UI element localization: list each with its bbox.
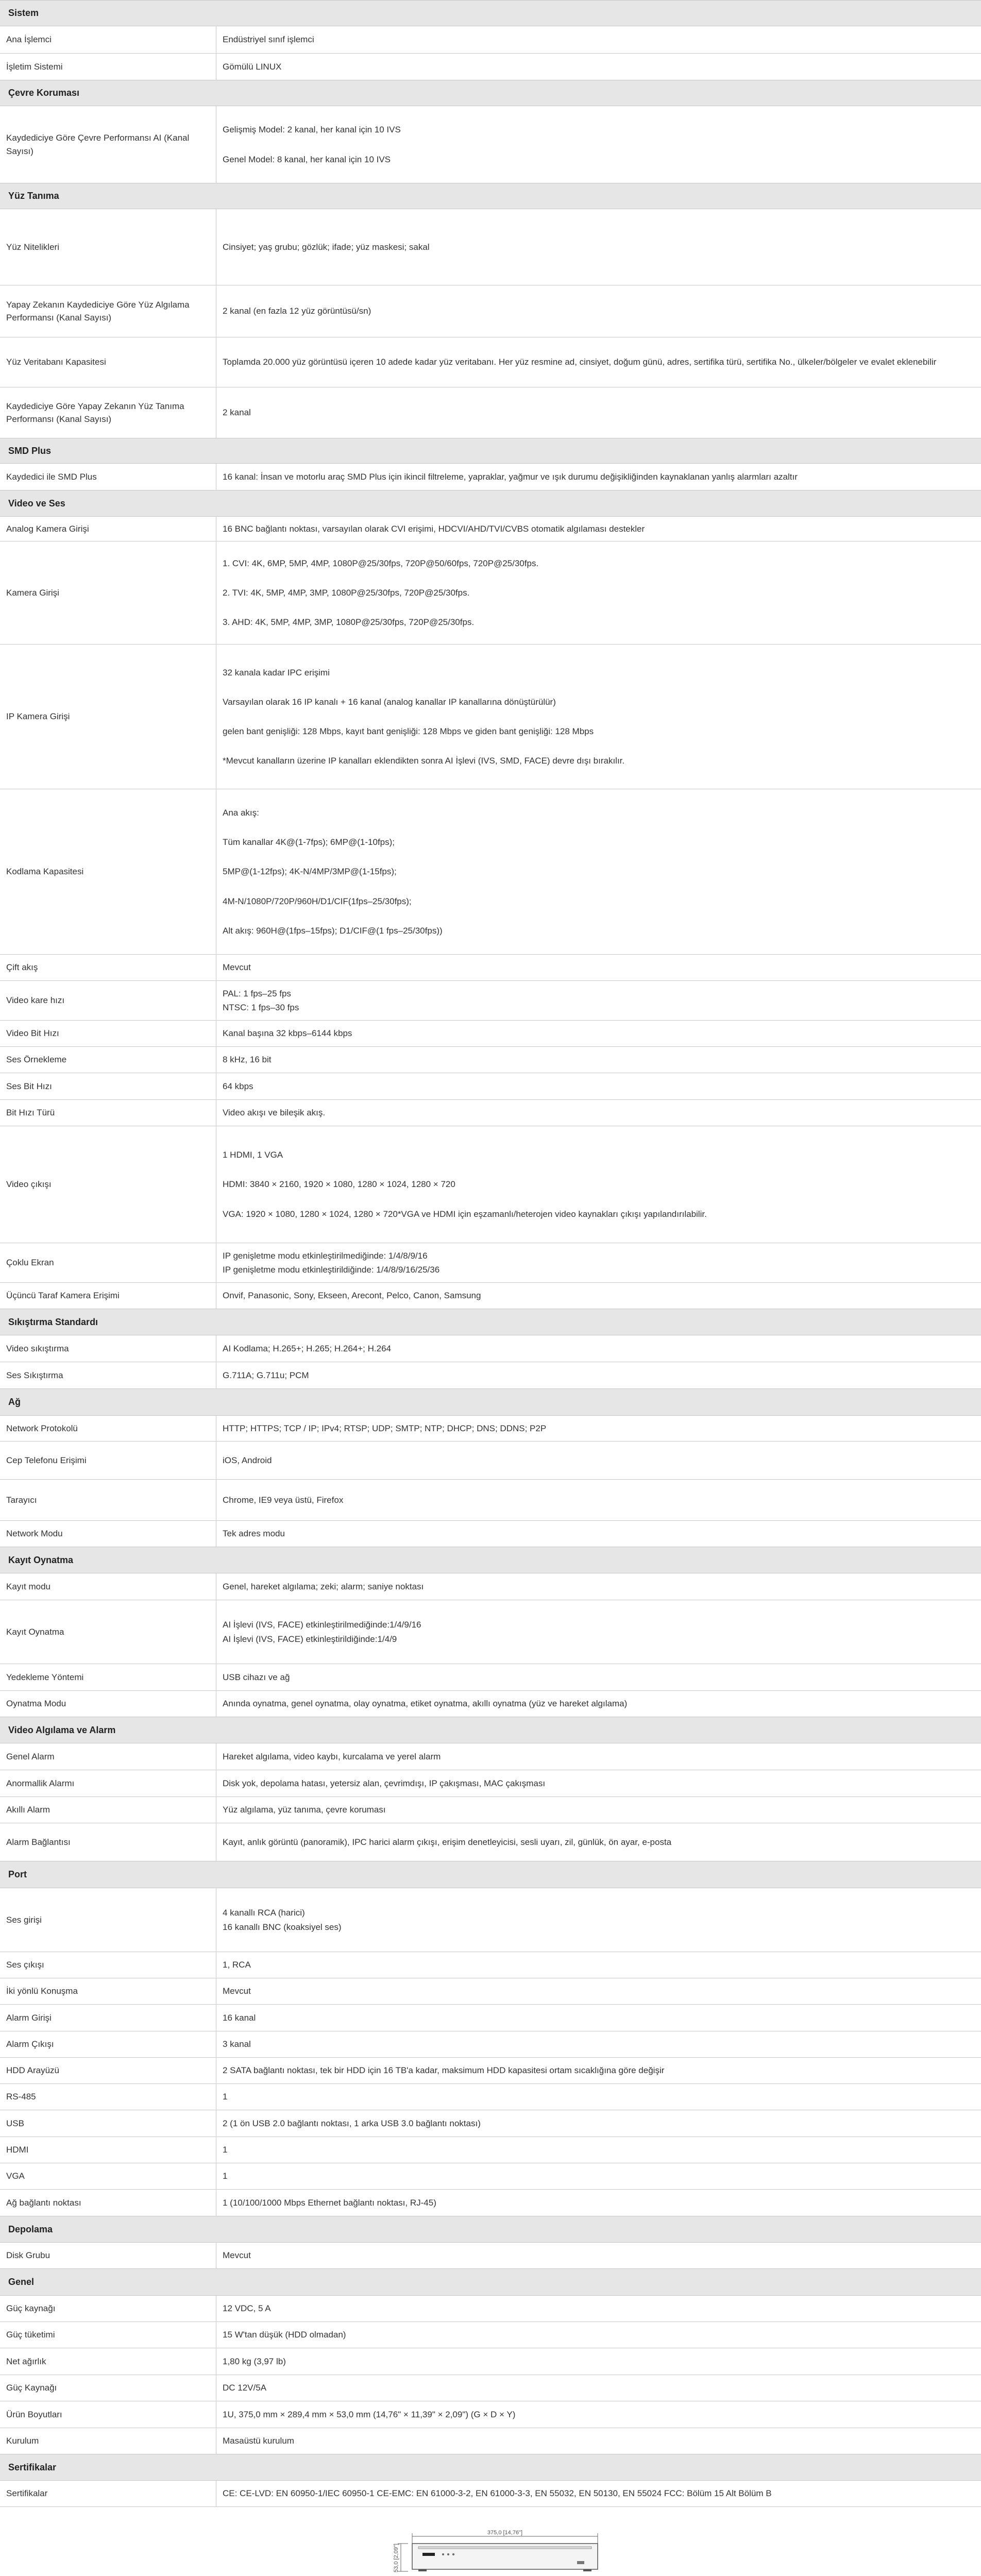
spec-row [0,1743,981,1770]
section-header [0,1,981,26]
spec-value [216,106,981,183]
spec-row [0,1283,981,1309]
section-header [0,490,981,517]
spec-value [216,1362,981,1388]
spec-value [216,1888,981,1952]
spec-label: İşletim Sistemi [0,54,216,80]
spec-value-line: DC 12V/5A [223,2383,267,2393]
spec-value-line: Tek adres modu [223,1529,285,1539]
spec-value-line: 5MP@(1-12fps); 4K-N/4MP/3MP@(1-15fps); [223,867,397,877]
spec-row [0,1243,981,1283]
spec-label: RS-485 [0,2084,216,2110]
spec-value [216,2163,981,2189]
section-title: Genel [8,2277,35,2287]
spec-row [0,2137,981,2163]
spec-value [216,2243,981,2268]
spec-label: Ses Sıkıştırma [0,1362,216,1388]
spec-row [0,209,981,285]
spec-value-line: Genel Model: 8 kanal, her kanal için 10 IVS [223,154,391,164]
spec-value [216,1978,981,2004]
spec-value [216,1797,981,1823]
spec-label: Ses girişi [0,1888,216,1952]
spec-label: Kayıt Oynatma [0,1600,216,1664]
spec-row [0,981,981,1021]
spec-row [0,2348,981,2375]
spec-value-line: iOS, Android [223,1455,272,1465]
spec-value-line: 16 kanal [223,2012,256,2023]
width-dimension: 375,0 [14,76"] [487,2530,523,2536]
spec-label: Video sıkıştırma [0,1335,216,1362]
section-header [0,438,981,464]
spec-label: Alarm Girişi [0,2005,216,2031]
spec-value-line: 4 kanallı RCA (harici) [223,1908,305,1918]
spec-label: Çift akış [0,955,216,980]
spec-row [0,1952,981,1978]
spec-row [0,26,981,54]
spec-value [216,1573,981,1600]
device-drawings-svg [0,2522,981,2576]
spec-label: Kaydedici ile SMD Plus [0,464,216,490]
spec-value-line: 1U, 375,0 mm × 289,4 mm × 53,0 mm (14,76" × 11,39" × 2,09") (G × D × Y) [223,2409,516,2419]
spec-value [216,1600,981,1664]
spec-value [216,2058,981,2083]
spec-label: HDMI [0,2137,216,2163]
spec-label: VGA [0,2163,216,2189]
spec-value [216,1480,981,1520]
spec-value-line: 4M-N/1080P/720P/960H/D1/CIF(1fps–25/30fps); [223,896,412,906]
spec-label: Kaydediciye Göre Çevre Performansı AI (Kanal Sayısı) [0,106,216,183]
spec-label: Video Bit Hızı [0,1021,216,1046]
spec-value-line: Cinsiyet; yaş grubu; gözlük; ifade; yüz maskesi; sakal [223,242,430,252]
spec-label: Genel Alarm [0,1743,216,1770]
section-title: Sertifikalar [8,2462,57,2472]
spec-row [0,1362,981,1389]
spec-label: Ses çıkışı [0,1952,216,1978]
spec-label: IP Kamera Girişi [0,645,216,789]
spec-value-line: IP genişletme modu etkinleştirildiğinde: 1/4/8/9/16/25/36 [223,1265,440,1275]
spec-row [0,1100,981,1126]
section-header [0,2216,981,2243]
spec-value [216,1283,981,1309]
spec-value-line: Yüz algılama, yüz tanıma, çevre koruması [223,1805,386,1815]
spec-row [0,54,981,80]
spec-value [216,387,981,438]
spec-value-line: 1 HDMI, 1 VGA [223,1150,283,1160]
spec-value [216,26,981,53]
spec-row [0,2110,981,2137]
spec-value [216,2137,981,2163]
spec-value-line: 1 [223,2171,228,2181]
spec-value-line: Alt akış: 960H@(1fps–15fps); D1/CIF@(1 fps–25/30fps)) [223,925,443,936]
spec-label: Akıllı Alarm [0,1797,216,1823]
spec-value-line: HDMI: 3840 × 2160, 1920 × 1080, 1280 × 1024, 1280 × 720 [223,1179,455,1190]
spec-value-line: 1 [223,2092,228,2102]
section-header [0,1717,981,1743]
spec-value-line: 2 kanal [223,408,251,418]
spec-row [0,1573,981,1600]
section-title: Video ve Ses [8,498,65,509]
spec-value [216,1664,981,1690]
spec-value-line: 1. CVI: 4K, 6MP, 5MP, 4MP, 1080P@25/30fps, 720P@50/60fps, 720P@25/30fps. [223,558,539,568]
spec-label: Alarm Çıkışı [0,2031,216,2057]
spec-row [0,2428,981,2454]
spec-value [216,1743,981,1770]
spec-row [0,2243,981,2269]
section-title: Sistem [8,8,39,18]
section-title: Depolama [8,2224,53,2234]
spec-value-line: 3 kanal [223,2039,251,2049]
spec-row [0,1021,981,1047]
spec-row [0,2296,981,2322]
spec-value [216,464,981,490]
spec-value-line: 2 (1 ön USB 2.0 bağlantı noktası, 1 arka USB 3.0 bağlantı noktası) [223,2118,481,2128]
spec-value [216,2428,981,2454]
spec-value-line: Gömülü LINUX [223,61,282,72]
spec-value [216,981,981,1020]
spec-value [216,1691,981,1717]
section-header [0,1861,981,1888]
spec-row [0,106,981,183]
spec-value-line: Anında oynatma, genel oynatma, olay oynatma, etiket oynatma, akıllı oynatma (yüz ve hareket algılama) [223,1699,628,1709]
section-title: SMD Plus [8,445,52,456]
height-dimension: 53,0 [2,09"] [393,2544,399,2572]
spec-value [216,209,981,285]
spec-value [216,1335,981,1362]
spec-row [0,645,981,789]
spec-value [216,1100,981,1126]
spec-row [0,1823,981,1861]
spec-label: USB [0,2110,216,2137]
spec-value [216,1073,981,1099]
spec-label: Güç kaynağı [0,2296,216,2321]
spec-value [216,789,981,954]
spec-row [0,2163,981,2190]
spec-value [216,1770,981,1797]
spec-value [216,2110,981,2137]
spec-row [0,464,981,490]
spec-label: Yapay Zekanın Kaydediciye Göre Yüz Algılama Performansı (Kanal Sayısı) [0,285,216,337]
spec-value-line: Genel, hareket algılama; zeki; alarm; saniye noktası [223,1581,424,1591]
spec-value-line: Tüm kanallar 4K@(1-7fps); 6MP@(1-10fps); [223,837,395,848]
spec-label: Kamera Girişi [0,541,216,644]
spec-row [0,1691,981,1717]
spec-value-line: Video akışı ve bileşik akış. [223,1108,326,1118]
spec-value [216,2348,981,2375]
spec-label: Tarayıcı [0,1480,216,1520]
spec-label: Alarm Bağlantısı [0,1823,216,1861]
spec-label: Network Modu [0,1521,216,1547]
section-title: Kayıt Oynatma [8,1554,74,1565]
spec-row [0,1521,981,1547]
spec-row [0,1797,981,1823]
section-header [0,1309,981,1335]
spec-label: Net ağırlık [0,2348,216,2375]
spec-value-line: 15 W'tan düşük (HDD olmadan) [223,2330,346,2340]
device-drawings [0,2522,981,2576]
spec-value-line: Onvif, Panasonic, Sony, Ekseen, Arecont, Pelco, Canon, Samsung [223,1291,481,1301]
spec-value-line: Ana akış: [223,808,259,818]
spec-value [216,2481,981,2506]
front-view-drawing [393,2530,598,2572]
section-header [0,2454,981,2481]
spec-value-line: Disk yok, depolama hatası, yetersiz alan, çevrimdışı, IP çakışması, MAC çakışması [223,1778,546,1788]
section-title: Video Algılama ve Alarm [8,1724,116,1735]
spec-label: Kayıt modu [0,1573,216,1600]
spec-row [0,1416,981,1442]
spec-row [0,2375,981,2401]
spec-row [0,541,981,645]
spec-value-line: 2 kanal (en fazla 12 yüz görüntüsü/sn) [223,306,371,316]
spec-label: Oynatma Modu [0,1691,216,1717]
section-header [0,1547,981,1573]
spec-value-line: Mevcut [223,2250,251,2261]
spec-value [216,54,981,80]
spec-label: Yüz Veritabanı Kapasitesi [0,337,216,387]
spec-value [216,1416,981,1441]
spec-row [0,2481,981,2507]
spec-label: Kurulum [0,2428,216,2454]
spec-value-line: Toplamda 20.000 yüz görüntüsü içeren 10 adede kadar yüz veritabanı. Her yüz resmine ad, cinsiyet, doğum günü, adres, sertifika türü, sertifika No., ülkeler/bölgeler ve evalet eklenebilir [223,357,937,367]
spec-value [216,517,981,541]
spec-row [0,2401,981,2428]
spec-row [0,1664,981,1691]
spec-value-line: AI İşlevi (IVS, FACE) etkinleştirildiğinde:1/4/9 [223,1634,397,1644]
spec-row [0,2058,981,2084]
spec-value-line: 1 (10/100/1000 Mbps Ethernet bağlantı noktası, RJ-45) [223,2197,436,2208]
spec-value-line: HTTP; HTTPS; TCP / IP; IPv4; RTSP; UDP; SMTP; NTP; DHCP; DNS; DDNS; P2P [223,1423,547,1433]
spec-value [216,1442,981,1479]
spec-row [0,387,981,438]
spec-label: HDD Arayüzü [0,2058,216,2083]
spec-value [216,2401,981,2428]
spec-label: Video kare hızı [0,981,216,1020]
spec-value [216,285,981,337]
spec-value-line: 1,80 kg (3,97 lb) [223,2356,286,2366]
spec-value-line: 16 BNC bağlantı noktası, varsayılan olarak CVI erişimi, HDCVI/AHD/TVI/CVBS otomatik algılaması destekler [223,523,645,534]
section-title: Çevre Koruması [8,88,80,98]
spec-value-line: 32 kanala kadar IPC erişimi [223,667,330,677]
spec-row [0,1600,981,1664]
spec-value-line: CE: CE-LVD: EN 60950-1/IEC 60950-1 CE-EMC: EN 61000-3-2, EN 61000-3-3, EN 55032, EN 50130, EN 55024 FCC: Bölüm 15 Alt Bölüm B [223,2488,772,2499]
spec-row [0,337,981,387]
section-title: Yüz Tanıma [8,191,59,201]
spec-label: Cep Telefonu Erişimi [0,1442,216,1479]
spec-row [0,1480,981,1521]
spec-row [0,955,981,981]
spec-label: Analog Kamera Girişi [0,517,216,541]
section-header [0,2269,981,2296]
spec-label: Ağ bağlantı noktası [0,2190,216,2216]
spec-value-line: PAL: 1 fps–25 fps [223,988,291,998]
section-title: Port [8,1869,27,1879]
spec-value-line: Masaüstü kurulum [223,2436,294,2446]
spec-label: Sertifikalar [0,2481,216,2506]
spec-value [216,955,981,980]
spec-label: Ürün Boyutları [0,2401,216,2428]
spec-value [216,1823,981,1861]
spec-value [216,2031,981,2057]
spec-value-line: 3. AHD: 4K, 5MP, 4MP, 3MP, 1080P@25/30fps, 720P@25/30fps. [223,617,475,628]
spec-label: Yedekleme Yöntemi [0,1664,216,1690]
spec-value-line: 16 kanallı BNC (koaksiyel ses) [223,1922,342,1932]
spec-label: Çoklu Ekran [0,1243,216,1282]
section-header [0,80,981,106]
spec-value [216,2005,981,2031]
spec-label: Yüz Nitelikleri [0,209,216,285]
section-title: Ağ [8,1397,21,1407]
spec-value-line: 12 VDC, 5 A [223,2303,271,2314]
spec-row [0,1442,981,1480]
spec-row [0,285,981,337]
spec-value-line: Kanal başına 32 kbps–6144 kbps [223,1028,352,1039]
spec-row [0,1073,981,1100]
spec-label: Üçüncü Taraf Kamera Erişimi [0,1283,216,1309]
spec-row [0,2190,981,2216]
section-title: Sıkıştırma Standardı [8,1316,98,1327]
spec-value-line: 2. TVI: 4K, 5MP, 4MP, 3MP, 1080P@25/30fps, 720P@25/30fps. [223,587,470,598]
spec-value-line: Endüstriyel sınıf işlemci [223,35,314,45]
spec-label: Güç tüketimi [0,2322,216,2348]
spec-label: Güç Kaynağı [0,2375,216,2401]
spec-value [216,1521,981,1547]
spec-label: Ses Örnekleme [0,1047,216,1073]
spec-value-line: Mevcut [223,962,251,973]
spec-label: Ses Bit Hızı [0,1073,216,1099]
spec-row [0,1770,981,1797]
spec-value-line: 1, RCA [223,1960,251,1970]
spec-value-line: 2 SATA bağlantı noktası, tek bir HDD için 16 TB'a kadar, maksimum HDD kapasitesi ortam sıcaklığına göre değişir [223,2065,665,2076]
spec-value-line: 1 [223,2145,228,2155]
spec-label: Kaydediciye Göre Yapay Zekanın Yüz Tanıma Performansı (Kanal Sayısı) [0,387,216,438]
spec-row [0,2322,981,2348]
spec-value [216,1021,981,1046]
spec-value-line: *Mevcut kanalların üzerine IP kanalları eklendikten sonra AI İşlevi (IVS, SMD, FACE) devre dışı bırakılır. [223,756,625,766]
spec-row [0,2084,981,2110]
spec-label: Network Protokolü [0,1416,216,1441]
spec-value [216,1243,981,1282]
spec-value-line: G.711A; G.711u; PCM [223,1370,309,1380]
spec-row [0,517,981,541]
spec-label: İki yönlü Konuşma [0,1978,216,2004]
spec-value-line: Kayıt, anlık görüntü (panoramik), IPC harici alarm çıkışı, erişim denetleyicisi, sesli uyarı, zil, günlük, ön ayar, e-posta [223,1837,672,1847]
spec-value-line: Varsayılan olarak 16 IP kanalı + 16 kanal (analog kanallar IP kanallarına dönüştürülür) [223,697,556,707]
spec-label: Ana İşlemci [0,26,216,53]
spec-row [0,1335,981,1362]
spec-row [0,1047,981,1073]
spec-value [216,2375,981,2401]
spec-value [216,2322,981,2348]
spec-value-line: Gelişmiş Model: 2 kanal, her kanal için 10 IVS [223,125,401,135]
spec-label: Disk Grubu [0,2243,216,2268]
spec-value-line: 8 kHz, 16 bit [223,1055,272,1065]
spec-value-line: NTSC: 1 fps–30 fps [223,1003,299,1012]
spec-value [216,2296,981,2321]
spec-value-line: 64 kbps [223,1081,253,1091]
spec-value [216,2190,981,2216]
spec-value [216,1126,981,1243]
spec-value [216,1047,981,1073]
spec-value-line: Chrome, IE9 veya üstü, Firefox [223,1495,344,1505]
spec-row [0,789,981,955]
spec-row [0,1126,981,1243]
spec-value [216,337,981,387]
spec-label: Kodlama Kapasitesi [0,789,216,954]
spec-value-line: Hareket algılama, video kaybı, kurcalama ve yerel alarm [223,1751,441,1761]
spec-value [216,645,981,789]
section-header [0,1389,981,1416]
spec-label: Video çıkışı [0,1126,216,1243]
spec-row [0,2005,981,2031]
spec-value-line: AI Kodlama; H.265+; H.265; H.264+; H.264 [223,1343,391,1353]
spec-row [0,2031,981,2058]
spec-value [216,541,981,644]
spec-value-line: gelen bant genişliği: 128 Mbps, kayıt bant genişliği: 128 Mbps ve giden bant genişliği: 128 Mbps [223,726,594,736]
spec-value-line: AI İşlevi (IVS, FACE) etkinleştirilmediğinde:1/4/9/16 [223,1620,421,1630]
spec-label: Anormallik Alarmı [0,1770,216,1797]
spec-value [216,2084,981,2110]
spec-row [0,1978,981,2005]
spec-value-line: USB cihazı ve ağ [223,1672,290,1682]
spec-value-line: VGA: 1920 × 1080, 1280 × 1024, 1280 × 720*VGA ve HDMI için eşzamanlı/heterojen video kaynakları çıkışı yapılandırılabilir. [223,1209,707,1219]
spec-value [216,1952,981,1978]
spec-value-line: Mevcut [223,1986,251,1996]
spec-value-line: IP genişletme modu etkinleştirilmediğinde: 1/4/8/9/16 [223,1250,428,1261]
spec-row [0,1888,981,1952]
section-header [0,183,981,209]
spec-label: Bit Hızı Türü [0,1100,216,1126]
spec-value-line: 16 kanal: İnsan ve motorlu araç SMD Plus için ikincil filtreleme, yapraklar, yağmur ve ışık durumu değişikliğinden kaynaklanan yanlış alarmları azaltır [223,471,798,482]
